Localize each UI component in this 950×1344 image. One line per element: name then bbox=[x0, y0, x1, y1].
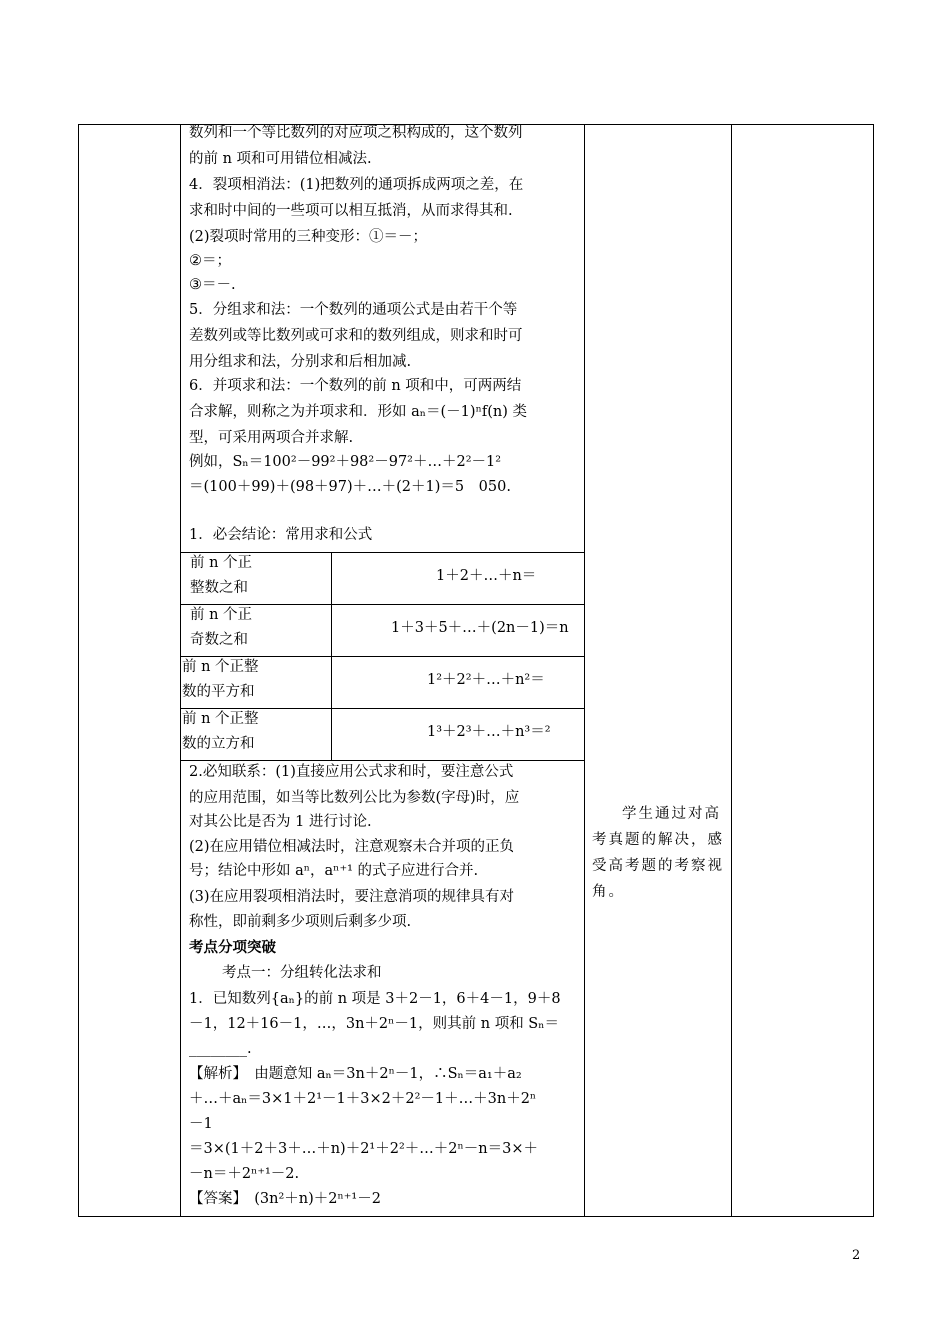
main-line: 差数列或等比数列或可求和的数列组成，则求和时可 bbox=[189, 328, 523, 344]
solution-line: －n＝＋2ⁿ⁺¹－2. bbox=[189, 1166, 300, 1182]
formula-label: 数的平方和 bbox=[182, 684, 255, 700]
main-line: 合求解，则称之为并项求和．形如 aₙ＝(－1)ⁿf(n) 类 bbox=[189, 404, 527, 420]
main-line: 5．分组求和法：一个数列的通项公式是由若干个等 bbox=[189, 302, 518, 318]
conclusion-heading: 1．必会结论：常用求和公式 bbox=[189, 527, 373, 543]
main-line: 的应用范围，如当等比数列公比为参数(字母)时，应 bbox=[189, 790, 520, 806]
formula-label: 奇数之和 bbox=[190, 632, 248, 648]
solution-line: ＋…＋aₙ＝3×1＋2¹－1＋3×2＋2²－1＋…＋3n＋2ⁿ bbox=[189, 1091, 537, 1107]
table-bottom-border bbox=[78, 1216, 874, 1217]
main-line: 求和时中间的一些项可以相互抵消，从而求得其和. bbox=[189, 203, 513, 219]
formula-table-column-divider bbox=[331, 552, 332, 761]
main-line: 例如，Sₙ＝100²－99²＋98²－97²＋…＋2²－1² bbox=[189, 454, 502, 470]
solution-line: 【解析】 由题意知 aₙ＝3n＋2ⁿ－1，∴Sₙ＝a₁＋a₂ bbox=[189, 1066, 522, 1082]
table-right-border bbox=[873, 124, 874, 1217]
formula-expression: 1＋2＋…＋n＝ bbox=[436, 568, 537, 584]
main-line: (2)裂项时常用的三种变形：①＝－； bbox=[189, 229, 428, 245]
main-line: (2)在应用错位相减法时，注意观察未合并项的正负 bbox=[189, 839, 515, 855]
main-line: 用分组求和法，分别求和后相加减. bbox=[189, 354, 412, 370]
problem-line: 1．已知数列{aₙ}的前 n 项是 3＋2－1，6＋4－1，9＋8 bbox=[189, 991, 561, 1007]
main-line: 的前 n 项和可用错位相减法. bbox=[189, 151, 372, 167]
subsection-title: 考点一：分组转化法求和 bbox=[222, 965, 382, 981]
answer-line: 【答案】 (3n²＋n)＋2ⁿ⁺¹－2 bbox=[189, 1191, 381, 1207]
formula-label: 前 n 个正整 bbox=[182, 711, 259, 727]
page-number: 2 bbox=[852, 1248, 861, 1263]
main-line: ③＝－. bbox=[189, 277, 236, 293]
formula-label: 前 n 个正 bbox=[190, 607, 253, 623]
main-line: ＝(100＋99)＋(98＋97)＋…＋(2＋1)＝5 050. bbox=[189, 479, 511, 495]
table-column-divider-2 bbox=[584, 124, 585, 1217]
main-line: (3)在应用裂项相消法时，要注意消项的规律具有对 bbox=[189, 889, 515, 905]
side-note: 学生通过对高考真题的解决，感受高考题的考察视角。 bbox=[592, 806, 724, 900]
formula-label: 数的立方和 bbox=[182, 736, 255, 752]
formula-expression: 1³＋2³＋…＋n³＝² bbox=[427, 724, 551, 740]
formula-expression: 1＋3＋5＋…＋(2n－1)＝n bbox=[391, 620, 569, 636]
main-line: 对其公比是否为 1 进行讨论. bbox=[189, 814, 372, 830]
main-line: 称性，即前剩多少项则后剩多少项. bbox=[189, 914, 412, 930]
solution-line: －1 bbox=[189, 1116, 213, 1132]
formula-label: 前 n 个正整 bbox=[182, 659, 259, 675]
main-line: 6．并项求和法：一个数列的前 n 项和中，可两两结 bbox=[189, 378, 522, 394]
table-left-border bbox=[78, 124, 79, 1217]
table-column-divider-1 bbox=[180, 124, 181, 1217]
main-line: 2.必知联系：(1)直接应用公式求和时，要注意公式 bbox=[189, 764, 514, 780]
main-line: 数列和一个等比数列的对应项之积构成的，这个数列 bbox=[189, 125, 523, 141]
problem-line: ________. bbox=[189, 1041, 252, 1057]
formula-label: 整数之和 bbox=[190, 580, 248, 596]
formula-expression: 1²＋2²＋…＋n²＝ bbox=[427, 672, 545, 688]
main-line: ②＝； bbox=[189, 253, 231, 269]
main-line: 型，可采用两项合并求解. bbox=[189, 430, 354, 446]
formula-label: 前 n 个正 bbox=[190, 555, 253, 571]
solution-line: ＝3×(1＋2＋3＋…＋n)＋2¹＋2²＋…＋2ⁿ－n＝3×＋ bbox=[189, 1141, 538, 1157]
main-line: 4．裂项相消法：(1)把数列的通项拆成两项之差，在 bbox=[189, 177, 524, 193]
section-title: 考点分项突破 bbox=[189, 940, 276, 956]
table-column-divider-3 bbox=[731, 124, 732, 1217]
problem-line: －1，12＋16－1，…，3n＋2ⁿ－1，则其前 n 项和 Sₙ＝ bbox=[189, 1016, 560, 1032]
main-line: 号；结论中形如 aⁿ，aⁿ⁺¹ 的式子应进行合并. bbox=[189, 863, 479, 879]
